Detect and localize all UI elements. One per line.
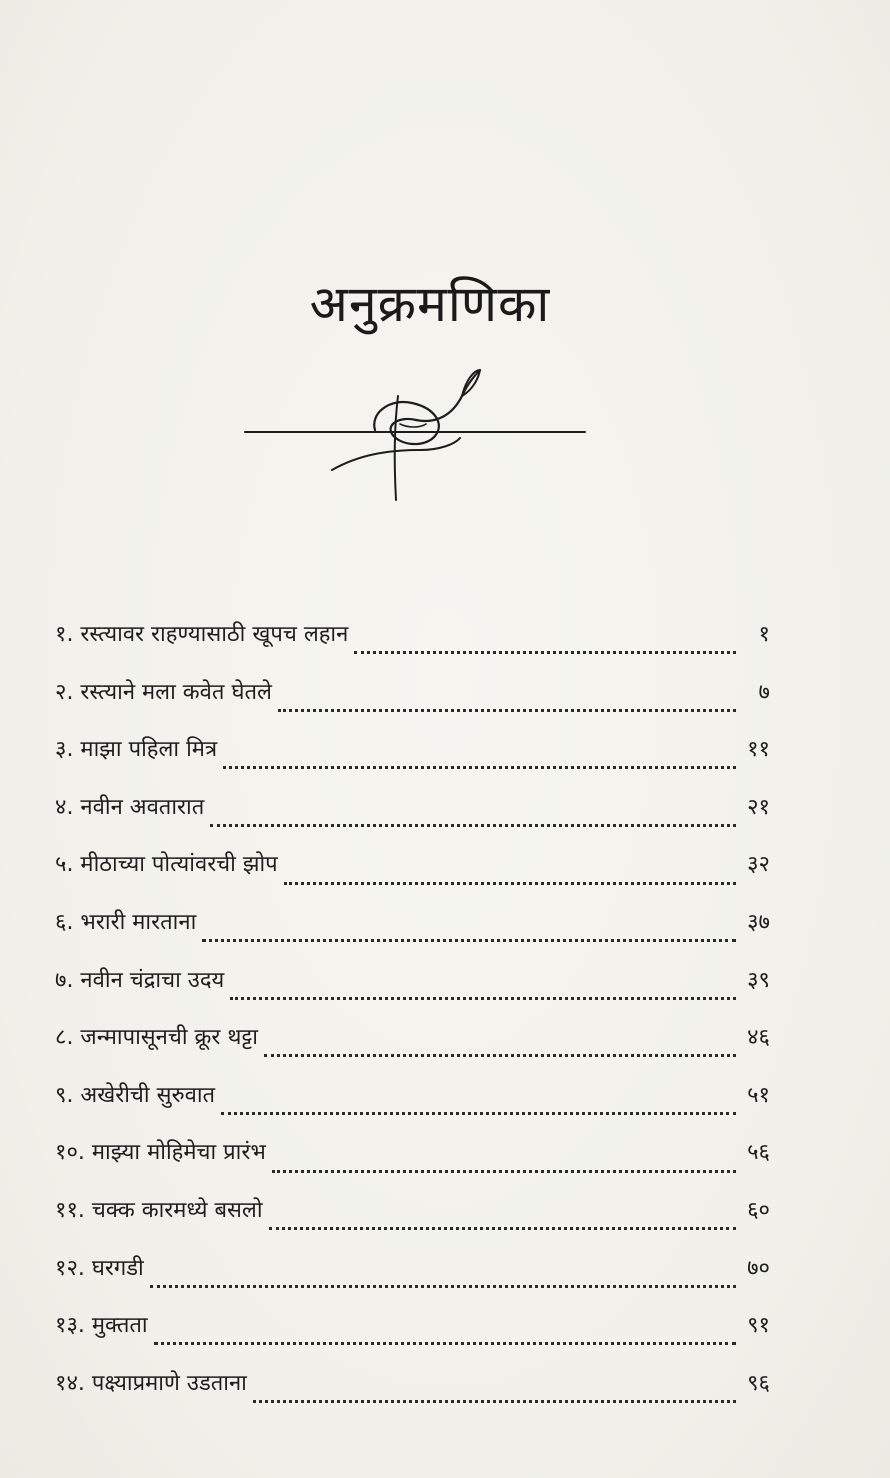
- toc-entry: [55, 952, 770, 1010]
- dot-leader: [221, 1088, 736, 1115]
- toc-entry-page: ६०: [747, 1197, 770, 1223]
- toc-entry: [55, 1240, 770, 1298]
- toc-entry-page: ७०: [747, 1255, 770, 1281]
- toc-entry: [55, 836, 770, 894]
- toc-entry: [55, 1355, 770, 1413]
- dot-leader: [150, 1261, 736, 1288]
- toc-entry-title: १. रस्त्यावर राहण्यासाठी खूपच लहान: [55, 622, 349, 647]
- dot-leader: [269, 1203, 736, 1230]
- page-title: अनुक्रमणिका: [309, 275, 551, 333]
- toc-entry-title: १०. माझ्या मोहिमेचा प्रारंभ: [55, 1140, 266, 1166]
- toc-entry: [55, 779, 770, 837]
- toc-entry-title: ३. माझा पहिला मित्र: [55, 737, 218, 763]
- toc-entry-title: १३. मुक्तता: [55, 1313, 148, 1339]
- toc-entry-title: २. रस्त्याने मला कवेत घेतले: [55, 679, 272, 705]
- toc-entry: [55, 1009, 770, 1067]
- dot-leader: [253, 1376, 736, 1403]
- toc-entry-title: ८. जन्मापासूनची क्रूर थट्टा: [55, 1025, 258, 1051]
- toc-entry-title: ११. चक्क कारमध्ये बसलो: [55, 1197, 263, 1223]
- toc-entry-page: ९६: [747, 1370, 770, 1396]
- toc-entry: [55, 1182, 770, 1240]
- toc-entry-page: ५६: [747, 1140, 770, 1166]
- toc-entry: [55, 1067, 770, 1125]
- toc-entry-page: ५१: [747, 1082, 770, 1108]
- dot-leader: [230, 973, 736, 1000]
- calligraphic-flourish-icon: [240, 358, 600, 508]
- toc-entry: [55, 721, 770, 779]
- dot-leader: [354, 627, 736, 654]
- dot-leader: [202, 915, 736, 942]
- dot-leader: [264, 1030, 736, 1057]
- toc-entry-page: १: [758, 622, 770, 647]
- toc-entry-page: ७: [758, 679, 770, 705]
- toc-entry-page: ३९: [747, 967, 770, 993]
- toc-entry-page: ४६: [747, 1025, 770, 1051]
- toc-entry-page: ९१: [747, 1313, 770, 1339]
- toc-entry-page: ११: [747, 737, 770, 763]
- toc-entry: [55, 1297, 770, 1355]
- toc-entry-title: ९. अखेरीची सुरुवात: [55, 1082, 216, 1108]
- toc-entry-title: ४. नवीन अवतारात: [55, 794, 205, 820]
- toc-entry-page: ३२: [747, 852, 770, 878]
- toc-entry-title: १४. पक्ष्याप्रमाणे उडताना: [55, 1370, 247, 1396]
- toc-entry: [55, 1124, 770, 1182]
- toc-entry-title: १२. घरगडी: [55, 1255, 144, 1281]
- dot-leader: [154, 1318, 736, 1345]
- toc-entry: [55, 664, 770, 722]
- toc-entry: [55, 606, 770, 664]
- dot-leader: [210, 800, 736, 827]
- dot-leader: [278, 685, 736, 712]
- table-of-contents: [55, 606, 770, 1412]
- dot-leader: [272, 1146, 736, 1173]
- toc-entry-page: २१: [747, 794, 770, 820]
- toc-entry-title: ५. मीठाच्या पोत्यांवरची झोप: [55, 852, 278, 878]
- toc-entry-title: ६. भरारी मारताना: [55, 909, 197, 935]
- dot-leader: [284, 858, 736, 885]
- toc-entry-page: ३७: [747, 909, 770, 935]
- toc-entry-title: ७. नवीन चंद्राचा उदय: [55, 967, 225, 993]
- dot-leader: [223, 742, 736, 769]
- toc-entry: [55, 894, 770, 952]
